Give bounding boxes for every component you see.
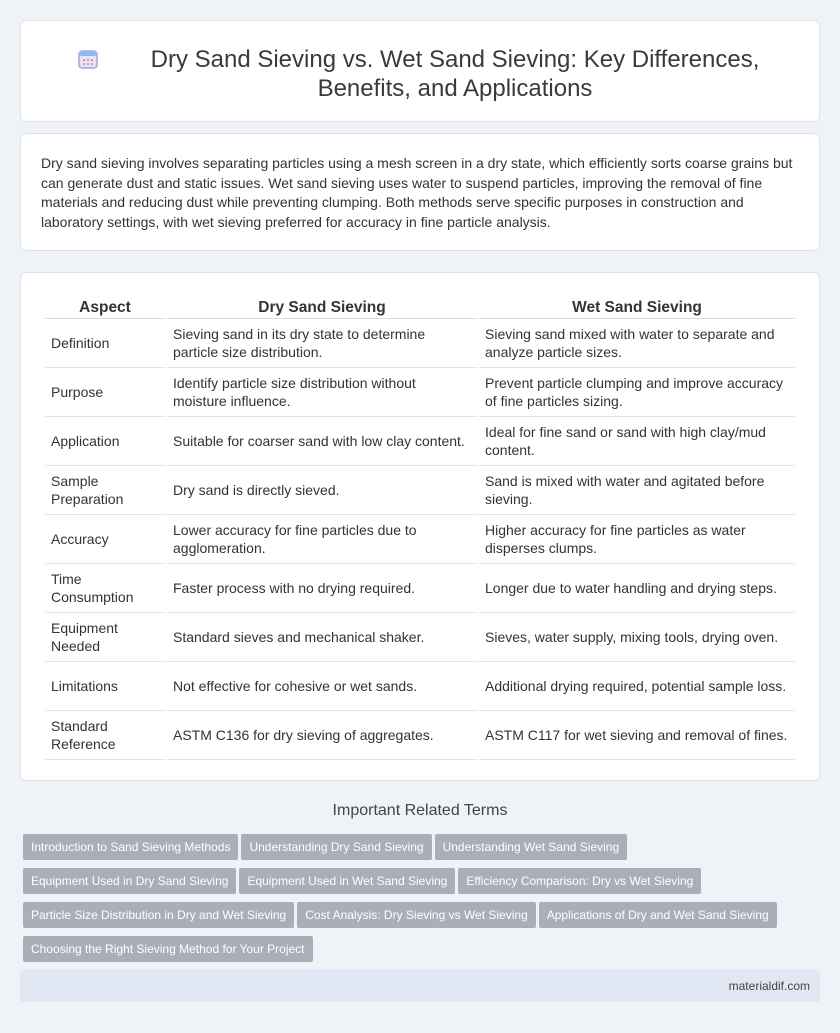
cell-aspect: Time Consumption xyxy=(45,564,165,613)
cell-dry: Lower accuracy for fine particles due to agglomeration. xyxy=(167,515,477,564)
related-term-tag[interactable]: Understanding Dry Sand Sieving xyxy=(241,834,431,860)
related-term-tag[interactable]: Equipment Used in Dry Sand Sieving xyxy=(23,868,236,894)
cell-aspect: Purpose xyxy=(45,368,165,417)
cell-dry: Dry sand is directly sieved. xyxy=(167,466,477,515)
cell-wet: ASTM C117 for wet sieving and removal of fines. xyxy=(479,711,795,760)
cell-dry: ASTM C136 for dry sieving of aggregates. xyxy=(167,711,477,760)
cell-dry: Suitable for coarser sand with low clay content. xyxy=(167,417,477,466)
cell-aspect: Sample Preparation xyxy=(45,466,165,515)
cell-aspect: Limitations xyxy=(45,662,165,711)
related-term-tag[interactable]: Cost Analysis: Dry Sieving vs Wet Sieving xyxy=(297,902,536,928)
table-row xyxy=(45,368,795,417)
cell-wet: Sieving sand mixed with water to separate and analyze particle sizes. xyxy=(479,319,795,368)
cell-dry: Standard sieves and mechanical shaker. xyxy=(167,613,477,662)
table-row xyxy=(45,711,795,760)
table-header-row xyxy=(45,293,795,319)
table-row xyxy=(45,613,795,662)
cell-aspect: Equipment Needed xyxy=(45,613,165,662)
cell-wet: Prevent particle clumping and improve accuracy of fine particles sizing. xyxy=(479,368,795,417)
title-card xyxy=(20,20,820,122)
footer-bar xyxy=(20,969,820,1002)
table-row xyxy=(45,564,795,613)
intro-card xyxy=(20,133,820,251)
header-dry: Dry Sand Sieving xyxy=(167,293,477,319)
related-term-tag[interactable]: Efficiency Comparison: Dry vs Wet Sieving xyxy=(458,868,701,894)
cell-wet: Longer due to water handling and drying steps. xyxy=(479,564,795,613)
related-term-tag[interactable]: Particle Size Distribution in Dry and Wet Sieving xyxy=(23,902,294,928)
table-row xyxy=(45,319,795,368)
footer-site-link[interactable]: materialdif.com xyxy=(728,979,810,993)
cell-aspect: Standard Reference xyxy=(45,711,165,760)
cell-wet: Sieves, water supply, mixing tools, drying oven. xyxy=(479,613,795,662)
cell-dry: Not effective for cohesive or wet sands. xyxy=(167,662,477,711)
intro-paragraph: Dry sand sieving involves separating particles using a mesh screen in a dry state, which efficiently sorts coarse grains but can generate dust and static issues. Wet sand sieving uses water to suspend particles, improving the removal of fine materials and reducing dust while preventing clumping. Both methods serve specific purposes in construction and laboratory settings, with wet sieving preferred for accuracy in fine particle analysis. xyxy=(41,155,793,230)
related-term-tag[interactable]: Equipment Used in Wet Sand Sieving xyxy=(239,868,455,894)
page-title: Dry Sand Sieving vs. Wet Sand Sieving: Key Differences, Benefits, and Applications xyxy=(150,46,760,102)
cell-wet: Higher accuracy for fine particles as water disperses clumps. xyxy=(479,515,795,564)
cell-dry: Sieving sand in its dry state to determine particle size distribution. xyxy=(167,319,477,368)
cell-wet: Sand is mixed with water and agitated before sieving. xyxy=(479,466,795,515)
table-row xyxy=(45,466,795,515)
related-terms-list xyxy=(23,834,783,970)
table-row xyxy=(45,417,795,466)
cell-wet: Additional drying required, potential sample loss. xyxy=(479,662,795,711)
comparison-card xyxy=(20,272,820,781)
cell-aspect: Definition xyxy=(45,319,165,368)
cell-dry: Faster process with no drying required. xyxy=(167,564,477,613)
related-terms-heading: Important Related Terms xyxy=(332,802,508,819)
table-row xyxy=(45,515,795,564)
cell-dry: Identify particle size distribution without moisture influence. xyxy=(167,368,477,417)
header-wet: Wet Sand Sieving xyxy=(479,293,795,319)
comparison-table xyxy=(43,293,797,760)
cell-aspect: Application xyxy=(45,417,165,466)
table-row xyxy=(45,662,795,711)
related-term-tag[interactable]: Introduction to Sand Sieving Methods xyxy=(23,834,238,860)
header-aspect: Aspect xyxy=(45,293,165,319)
related-term-tag[interactable]: Understanding Wet Sand Sieving xyxy=(435,834,628,860)
related-term-tag[interactable]: Applications of Dry and Wet Sand Sieving xyxy=(539,902,777,928)
cell-wet: Ideal for fine sand or sand with high clay/mud content. xyxy=(479,417,795,466)
related-term-tag[interactable]: Choosing the Right Sieving Method for Your Project xyxy=(23,936,313,962)
cell-aspect: Accuracy xyxy=(45,515,165,564)
